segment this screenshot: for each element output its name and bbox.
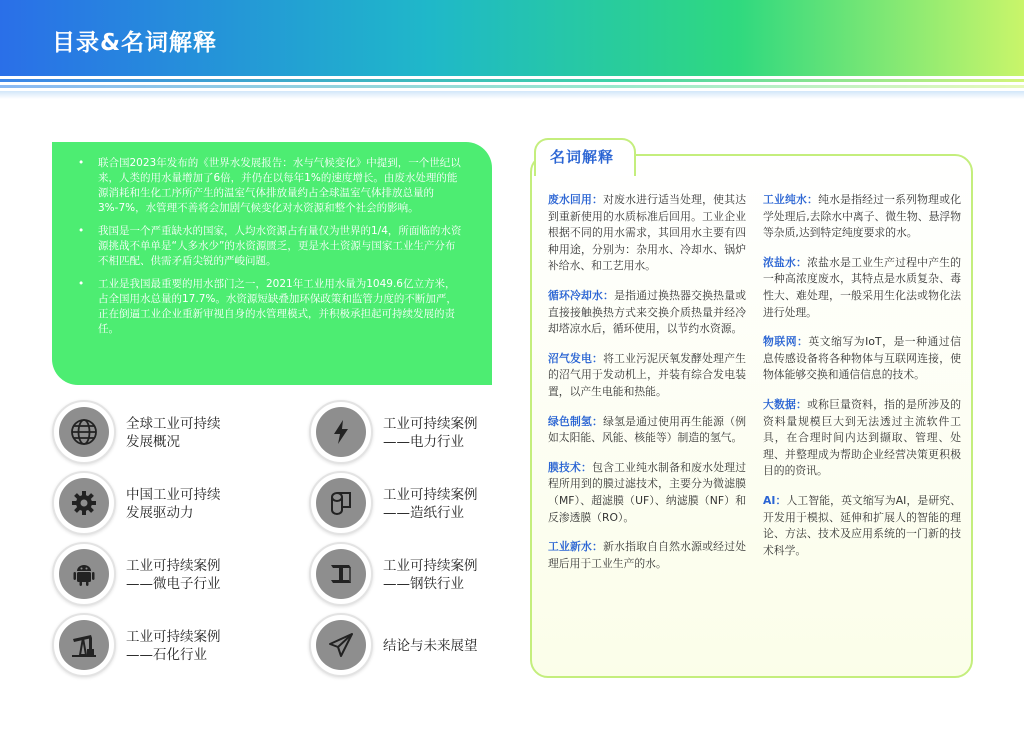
intro-paragraph: • 我国是一个严重缺水的国家，人均水资源占有量仅为世界的1/4，所面临的水资源挑战不单单是“人多水少”的水资源匮乏，更是水土资源与国家工业生产分布不相匹配、供需矛盾尖锐的严峻问题。 — [78, 224, 462, 269]
glossary-term: 工业纯水： — [763, 193, 819, 206]
page-header — [0, 0, 1024, 76]
steel-beam-icon — [316, 549, 366, 599]
header-stripe — [0, 85, 1024, 88]
glossary-term: 物联网： — [763, 335, 809, 349]
paper-plane-icon — [316, 620, 366, 670]
intro-paragraph: • 联合国2023年发布的《世界水发展报告：水与气候变化》中提到，一个世纪以来，人类的用水量增加了6倍，并仍在以每年1%的速度增长。由废水处理的能源消耗和生化工序所产生的温室气体排放量约占全球温室气体排放总量的3%-7%，水管理不善将会加剧气候变化对水资源和整个社会的影响。 — [78, 156, 462, 216]
toc-label: 工业可持续案例 ——石化行业 — [126, 629, 221, 663]
toc-icon-frame — [52, 400, 116, 464]
glossary-entry — [763, 255, 961, 321]
intro-panel — [52, 142, 492, 385]
glossary-entry — [763, 397, 961, 480]
glossary-definition: 包含工业纯水制备和废水处理过程所用到的膜过滤技术，主要分为微滤膜（MF）、超滤膜（UF）、纳滤膜（NF）和反渗透膜（RO）。 — [548, 460, 747, 524]
glossary-definition: 是指通过换热器交换热量或直接接触换热方式来交换介质热量并经冷却塔凉水后，循环使用，以节约水资源。 — [548, 288, 747, 336]
toc-icon-frame — [52, 471, 116, 535]
header-stripe — [0, 79, 1024, 82]
globe-icon — [59, 407, 109, 457]
toc-item-power[interactable] — [309, 400, 549, 466]
glossary-definition: 浓盐水是工业生产过程中产生的一种高浓度废水，其特点是水质复杂、毒性大、难处理，一般采用生化法或物化法进行处理。 — [763, 255, 962, 319]
glossary-term: 绿色制氢： — [548, 414, 604, 428]
glossary-definition: 或称巨量资料，指的是所涉及的资料量规模巨大到无法透过主流软件工具，在合理时间内达到撷取、管理、处理、并整理成为帮助企业经营决策更积极目的的资讯。 — [763, 397, 962, 478]
toc-icon-frame — [52, 542, 116, 606]
glossary-definition: 人工智能，英文缩写为AI，是研究、开发用于模拟、延伸和扩展人的智能的理论、方法、技术及应用系统的一门新的技术科学。 — [763, 493, 962, 557]
glossary-definition: 对废水进行适当处理，使其达到重新使用的水质标准后回用。工业企业根据不同的用水需求，其回用水主要有四种用途，分别为：杂用水、冷却水、锅炉补给水、和工艺用水。 — [548, 193, 747, 273]
toc-label: 工业可持续案例 ——造纸行业 — [383, 487, 478, 521]
glossary-definition: 纯水是指经过一系列物理或化学处理后,去除水中离子、微生物、悬浮物等杂质,达到特定纯度要求的水。 — [763, 193, 962, 240]
toc-label: 工业可持续案例 ——钢铁行业 — [383, 558, 478, 592]
toc-item-paper[interactable] — [309, 471, 549, 537]
toc-item-global-overview[interactable] — [52, 400, 292, 466]
toc-label: 全球工业可持续 发展概况 — [126, 416, 221, 450]
gear-icon — [59, 478, 109, 528]
glossary-entry — [548, 460, 746, 526]
glossary-term: AI： — [763, 493, 787, 507]
toc-label: 中国工业可持续 发展驱动力 — [126, 487, 221, 521]
glossary-term: 工业新水： — [548, 540, 604, 554]
glossary-term: 浓盐水： — [763, 255, 808, 269]
glossary-definition: 新水指取自自然水源或经过处理后用于工业生产的水。 — [548, 540, 747, 570]
toc-icon-frame — [309, 400, 373, 464]
glossary-term: 膜技术： — [548, 460, 593, 474]
oil-pump-icon — [59, 620, 109, 670]
glossary-title: 名词解释 — [550, 148, 615, 166]
glossary-definition: 绿氢是通过使用再生能源（例如太阳能、风能、核能等）制造的氢气。 — [548, 414, 747, 445]
glossary-entry — [763, 334, 961, 384]
toc-item-steel[interactable] — [309, 542, 549, 608]
toc-label: 工业可持续案例 ——微电子行业 — [126, 558, 221, 592]
toc-label: 工业可持续案例 ——电力行业 — [383, 416, 478, 450]
toc-icon-frame — [52, 613, 116, 677]
toc-label: 结论与未来展望 — [383, 638, 478, 654]
glossary-term: 沼气发电： — [548, 351, 604, 365]
toc-item-petrochemical[interactable] — [52, 613, 292, 679]
paper-roll-icon — [316, 478, 366, 528]
glossary-term: 废水回用： — [548, 193, 604, 206]
glossary-entry — [548, 192, 746, 275]
glossary-definition: 英文缩写为IoT，是一种通过信息传感设备将各种物体与互联网连接，使物体能够交换和通信信息的技术。 — [763, 335, 961, 382]
toc-item-china-drivers[interactable] — [52, 471, 292, 537]
page-title: 目录&名词解释 — [52, 30, 218, 56]
glossary-entry — [763, 493, 961, 559]
glossary-term: 大数据： — [763, 397, 808, 411]
toc-icon-frame — [309, 613, 373, 677]
glossary-term: 循环冷却水： — [548, 288, 615, 302]
glossary-column-right — [763, 192, 961, 572]
glossary-entry — [548, 539, 746, 572]
intro-paragraph: • 工业是我国最重要的用水部门之一，2021年工业用水量为1049.6亿立方米，占全国用水总量的17.7%。水资源短缺叠加环保政策和监管力度的不断加严，正在倒逼工业企业重新审视自身的水管理模式，并积极承担起可持续发展的责任。 — [78, 277, 462, 337]
android-icon — [59, 549, 109, 599]
toc-icon-frame — [309, 542, 373, 606]
glossary-entry — [548, 351, 746, 401]
glossary-entry — [548, 288, 746, 338]
glossary-entry — [548, 414, 746, 447]
toc-item-microelectronics[interactable] — [52, 542, 292, 608]
glossary-entry — [763, 192, 961, 242]
glossary-definition: 将工业污泥厌氧发酵处理产生的沼气用于发动机上，并装有综合发电装置，以产生电能和热能。 — [548, 351, 747, 398]
intro-list — [78, 156, 462, 337]
lightning-icon — [316, 407, 366, 457]
header-shadow — [0, 91, 1024, 99]
glossary-column-left — [548, 192, 746, 585]
toc-item-conclusion[interactable] — [309, 613, 549, 679]
toc-icon-frame — [309, 471, 373, 535]
